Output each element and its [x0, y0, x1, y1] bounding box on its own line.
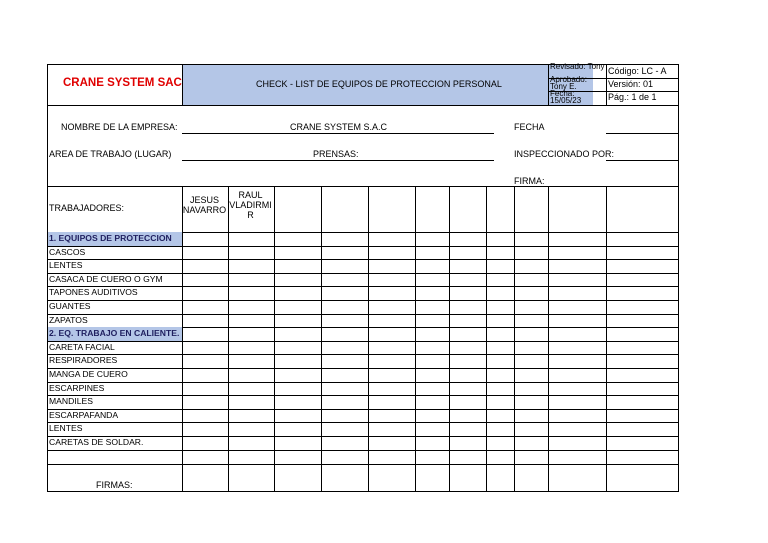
table-row	[48, 314, 182, 328]
item-label: MANDILES	[49, 396, 93, 407]
pagina-field: Pág.: 1 de 1	[608, 92, 657, 102]
version-field: Versión: 01	[608, 79, 654, 89]
area-label: AREA DE TRABAJO (LUGAR)	[49, 149, 172, 159]
item-label: TAPONES AUDITIVOS	[49, 287, 138, 298]
codigo-field: Código: LC - A	[608, 66, 667, 76]
aprobado-field: Aprobado: Tony E.	[550, 76, 587, 91]
table-row	[48, 368, 182, 382]
revisado-field: Revisado: Tony	[550, 63, 605, 71]
document-title: CHECK - LIST DE EQUIPOS DE PROTECCION PERSONAL	[256, 79, 502, 89]
item-label: LENTES	[49, 423, 83, 434]
fecha-label: FECHA	[514, 122, 545, 132]
table-row	[48, 273, 182, 287]
trabajadores-label: TRABAJADORES:	[49, 203, 125, 213]
table-row	[48, 436, 182, 450]
company-name: CRANE SYSTEM SAC	[63, 77, 182, 89]
item-label: ESCARPINES	[49, 382, 105, 393]
section-title: 1. EQUIPOS DE PROTECCION	[48, 232, 182, 246]
item-label: MANGA DE CUERO	[49, 369, 128, 379]
checklist-grid	[48, 65, 678, 491]
fecha-field: Fecha: 15/05/23	[550, 90, 582, 105]
empresa-value: CRANE SYSTEM S.A.C	[290, 122, 388, 132]
table-row	[48, 341, 182, 355]
worker-name-2: RAUL VLADIRMI R	[229, 190, 272, 220]
table-row	[48, 259, 182, 273]
item-label: CASCOS	[49, 246, 86, 257]
table-row	[48, 395, 182, 409]
section-header-row	[48, 327, 182, 341]
checklist-sheet	[47, 64, 679, 492]
firmas-label: FIRMAS:	[96, 480, 133, 490]
table-row	[48, 354, 182, 368]
firma-label: FIRMA:	[514, 176, 545, 186]
item-label: LENTES	[49, 260, 83, 271]
item-label: ZAPATOS	[49, 314, 88, 325]
table-row	[48, 246, 182, 260]
area-value: PRENSAS:	[313, 149, 359, 159]
item-label: CARETAS DE SOLDAR.	[49, 437, 144, 447]
table-row	[48, 286, 182, 300]
table-row	[48, 422, 182, 436]
empresa-label: NOMBRE DE LA EMPRESA:	[61, 122, 178, 132]
inspeccionado-label: INSPECCIONADO POR:	[514, 149, 615, 159]
item-label: RESPIRADORES	[49, 355, 118, 366]
item-label: GUANTES	[49, 301, 91, 311]
item-label: ESCARPAFANDA	[49, 409, 119, 420]
table-row	[48, 300, 182, 314]
item-label: CARETA FACIAL	[49, 341, 115, 352]
section-header-row	[48, 232, 182, 246]
worker-name-1: JESUS NAVARRO	[182, 195, 227, 215]
table-row	[48, 382, 182, 396]
item-label: CASACA DE CUERO O GYM	[49, 273, 163, 284]
section-title: 2. EQ. TRABAJO EN CALIENTE.	[48, 327, 182, 341]
table-row	[48, 409, 182, 423]
